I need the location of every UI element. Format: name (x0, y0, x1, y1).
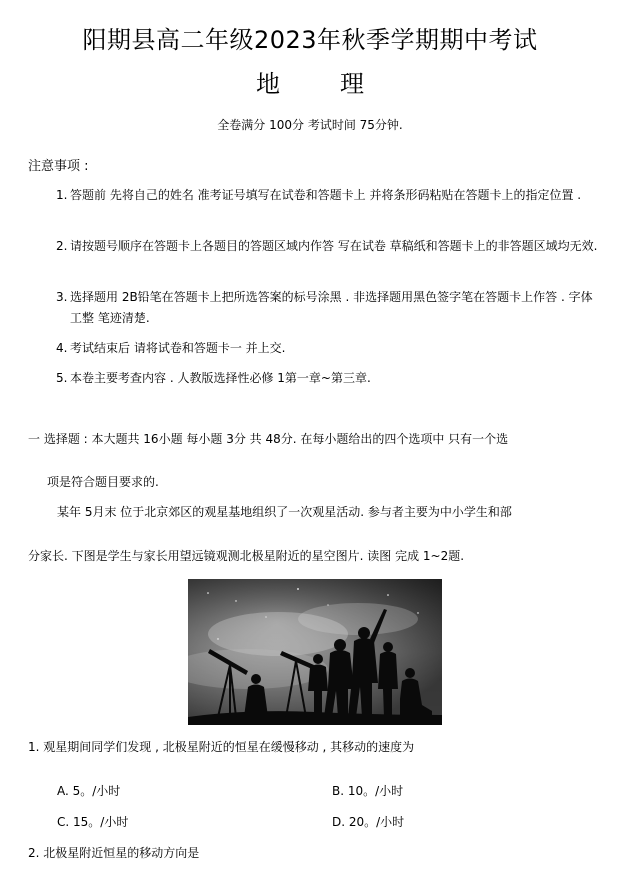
note-item (56, 338, 601, 359)
note-number: 2. (56, 239, 68, 253)
exam-meta: 全卷满分 100分 考试时间 75分钟. (217, 118, 403, 132)
note-text: 考试结束后 请将试卷和答题卡一 并上交. (70, 341, 286, 355)
note-number: 5. (56, 371, 68, 385)
section-heading-cont: 项是符合题目要求的. (47, 475, 159, 489)
question-stem: 2. 北极星附近恒星的移动方向是 (28, 846, 200, 860)
subject-char-right: 理 (340, 70, 364, 98)
note-item (56, 236, 601, 257)
note-text: 本卷主要考查内容 . 人教版选择性必修 1第一章~第三章. (70, 371, 371, 385)
subject-char-left: 地 (256, 70, 280, 98)
section-heading: 一 选择题 : 本大题共 16小题 每小题 3分 共 48分. 在每小题给出的四个选项中 只有一个选 (28, 432, 509, 446)
option-c: C. 15。/小时 (57, 815, 129, 829)
note-text: 请按题号顺序在答题卡上各题目的答题区域内作答 写在试卷 草稿纸和答题卡上的非答题区域均无效. (70, 239, 598, 253)
question-stem: 1. 观星期间同学们发现 , 北极星附近的恒星在缓慢移动 , 其移动的速度为 (28, 740, 415, 754)
exam-title: 阳期县高二年级2023年秋季学期期中考试 (82, 26, 538, 54)
note-text: 答题前 先将自己的姓名 准考证号填写在试卷和答题卡上 并将条形码粘贴在答题卡上的指定位置 . (70, 188, 582, 202)
note-item (56, 185, 601, 206)
note-text: 选择题用 2B铅笔在答题卡上把所选答案的标号涂黑 . 非选择题用黑色签字笔在答题卡上作答 . 字体工整 笔迹清楚. (70, 290, 593, 325)
stargazing-photo (188, 579, 442, 725)
note-item (56, 287, 601, 329)
note-number: 4. (56, 341, 68, 355)
note-number: 3. (56, 290, 68, 304)
note-item (56, 368, 601, 389)
passage-line: 分家长. 下图是学生与家长用望远镜观测北极星附近的星空图片. 读图 完成 1~2题. (28, 549, 465, 563)
option-b: B. 10。/小时 (332, 784, 404, 798)
note-number: 1. (56, 188, 68, 202)
notes-heading: 注意事项 : (28, 159, 89, 174)
subject-title (0, 64, 620, 99)
option-d: D. 20。/小时 (332, 815, 405, 829)
passage-line: 某年 5月末 位于北京郊区的观星基地组织了一次观星活动. 参与者主要为中小学生和部 (57, 505, 512, 519)
option-a: A. 5。/小时 (57, 784, 121, 798)
